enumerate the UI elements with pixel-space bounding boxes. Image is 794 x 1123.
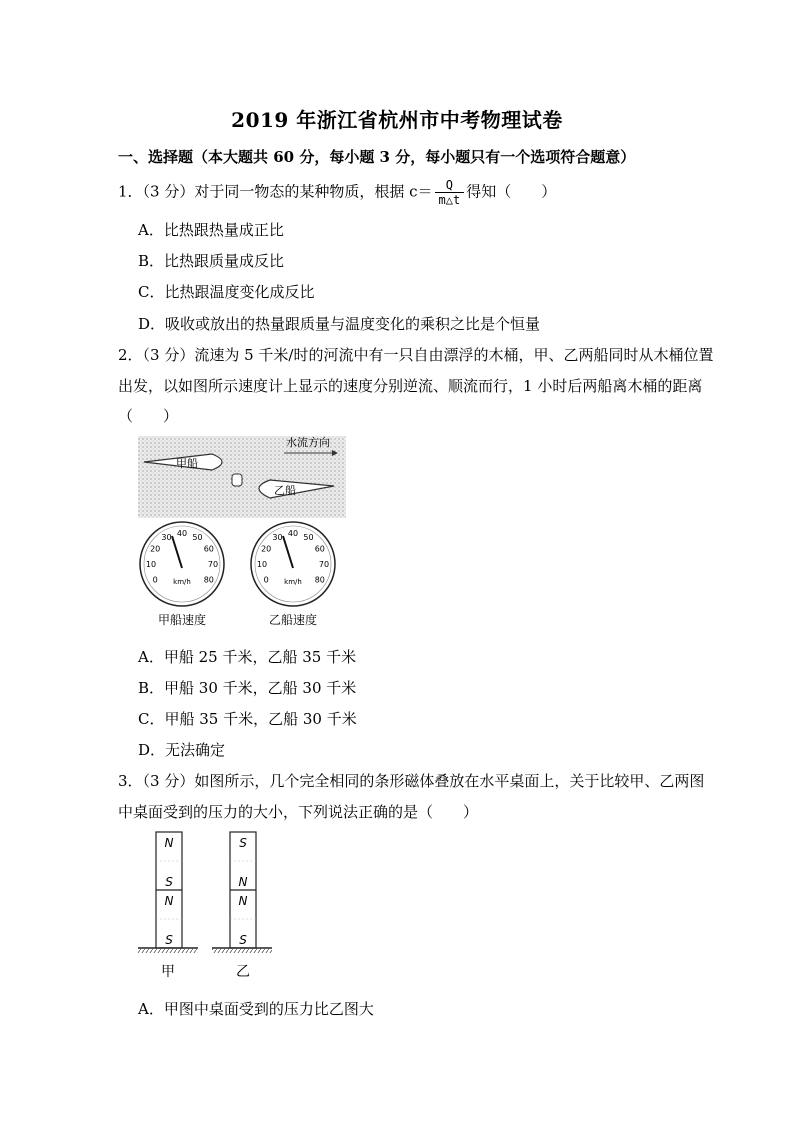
gauge-b-tick-label: 70 bbox=[318, 560, 330, 569]
right-pole-3: N bbox=[238, 894, 248, 908]
question-3-option-a: A．甲图中桌面受到的压力比乙图大 bbox=[138, 1000, 374, 1018]
question-1-option-c: C．比热跟温度变化成反比 bbox=[138, 283, 315, 301]
right-pole-1: S bbox=[239, 836, 247, 850]
question-3-line-1: 3．（3 分）如图所示，几个完全相同的条形磁体叠放在水平桌面上，关于比较甲、乙两图 bbox=[118, 772, 705, 790]
question-2-line-3: （ ） bbox=[118, 407, 179, 425]
gauge-b-tick-label: 60 bbox=[314, 544, 325, 554]
gauge-b-tick-label: 40 bbox=[287, 529, 299, 538]
question-2-option-b: B．甲船 30 千米，乙船 30 千米 bbox=[138, 679, 357, 697]
gauge-a-tick-label: 60 bbox=[203, 544, 214, 554]
question-2-line-2: 出发，以如图所示速度计上显示的速度分别逆流、顺流而行，1 小时后两船离木桶的距离 bbox=[118, 377, 703, 395]
gauge-a-unit: km/h bbox=[173, 578, 191, 586]
stacked-magnets-figure bbox=[136, 830, 278, 982]
question-3-line-2: 中桌面受到的压力的大小，下列说法正确的是（ ） bbox=[118, 803, 479, 821]
formula-fraction bbox=[435, 178, 465, 207]
question-1-suffix: 得知（ ） bbox=[466, 182, 557, 201]
left-pole-1: N bbox=[164, 836, 174, 850]
gauge-a-tick-label: 20 bbox=[150, 544, 161, 554]
gauge-a-caption: 甲船速度 bbox=[157, 613, 207, 627]
gauge-a-tick-label: 40 bbox=[176, 529, 188, 538]
gauge-a-tick-label: 70 bbox=[207, 560, 219, 569]
boat-a-label: 甲船 bbox=[176, 457, 198, 470]
gauge-b-tick-label: 20 bbox=[261, 544, 272, 554]
left-pole-3: N bbox=[164, 894, 174, 908]
right-pole-2: N bbox=[238, 875, 248, 889]
gauge-b-unit: km/h bbox=[284, 578, 302, 586]
gauge-b-tick-label: 0 bbox=[263, 575, 269, 585]
gauge-a-tick-label: 10 bbox=[145, 560, 157, 569]
question-1-prefix: 1．（3 分）对于同一物态的某种物质，根据 c＝ bbox=[118, 182, 433, 201]
question-1-option-a: A．比热跟热量成正比 bbox=[138, 221, 284, 239]
section-heading: 一、选择题（本大题共 60 分，每小题 3 分，每小题只有一个选项符合题意） bbox=[118, 148, 636, 166]
question-2-option-d: D．无法确定 bbox=[138, 741, 226, 759]
gauge-b-tick-label: 50 bbox=[303, 533, 314, 543]
boat-b-label: 乙船 bbox=[274, 484, 296, 497]
table-hatch-right bbox=[212, 948, 272, 953]
gauge-b-tick-label: 80 bbox=[314, 575, 325, 585]
fraction-numerator: Q bbox=[435, 178, 465, 193]
barrel-icon bbox=[232, 474, 242, 486]
river-boats-figure bbox=[138, 434, 350, 630]
gauge-a-tick-label: 0 bbox=[152, 575, 158, 585]
left-caption: 甲 bbox=[161, 964, 175, 980]
question-2-line-1: 2．（3 分）流速为 5 千米/时的河流中有一只自由漂浮的木桶，甲、乙两船同时从木桶位置 bbox=[118, 346, 714, 364]
gauge-a-tick-label: 50 bbox=[192, 533, 203, 543]
page-title: 2019 年浙江省杭州市中考物理试卷 bbox=[231, 108, 563, 132]
flow-direction-label: 水流方向 bbox=[286, 436, 330, 449]
gauge-b-caption: 乙船速度 bbox=[268, 613, 318, 627]
question-2-option-a: A．甲船 25 千米，乙船 35 千米 bbox=[138, 648, 357, 666]
right-caption: 乙 bbox=[236, 964, 250, 980]
gauge-a-tick-label: 80 bbox=[203, 575, 214, 585]
speedometer-b bbox=[251, 522, 335, 606]
right-pole-4: S bbox=[239, 933, 247, 947]
question-1-stem bbox=[118, 178, 556, 207]
gauge-b-tick-label: 30 bbox=[272, 533, 283, 543]
left-pole-2: S bbox=[165, 875, 173, 889]
speedometer-a bbox=[140, 522, 224, 606]
question-2-option-c: C．甲船 35 千米，乙船 30 千米 bbox=[138, 710, 357, 728]
question-1-option-d: D．吸收或放出的热量跟质量与温度变化的乘积之比是个恒量 bbox=[138, 315, 541, 333]
table-hatch-left bbox=[138, 948, 198, 953]
question-1-option-b: B．比热跟质量成反比 bbox=[138, 252, 285, 270]
gauge-a-tick-label: 30 bbox=[161, 533, 172, 543]
gauge-b-tick-label: 10 bbox=[256, 560, 268, 569]
left-pole-4: S bbox=[165, 933, 173, 947]
fraction-denominator: m△t bbox=[438, 193, 461, 207]
